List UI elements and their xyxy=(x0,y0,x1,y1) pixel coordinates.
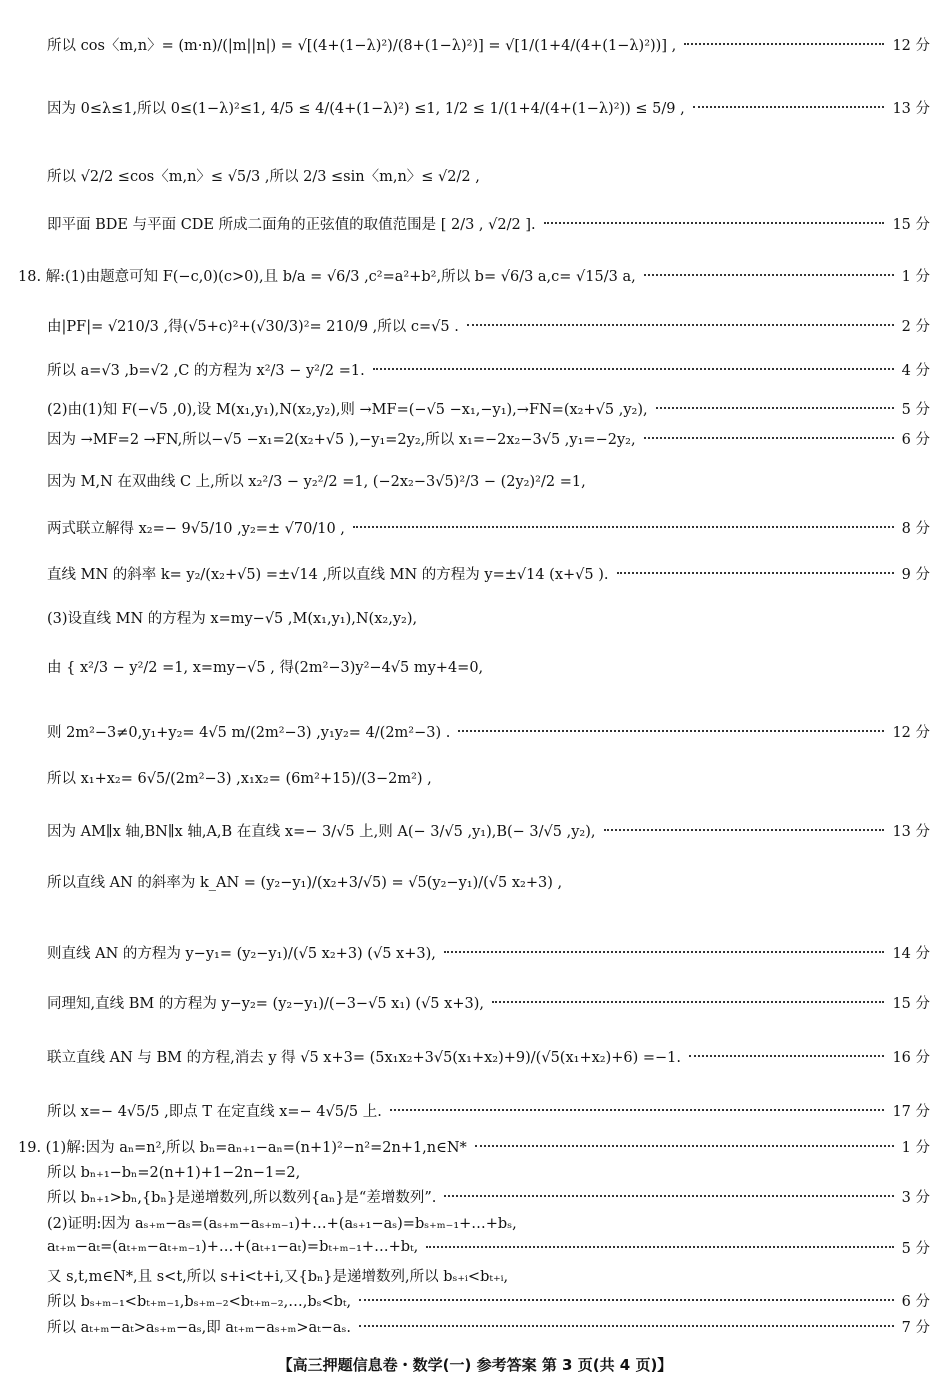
dot-leader xyxy=(390,1109,885,1111)
score-mark: 13 分 xyxy=(892,100,930,117)
solution-line xyxy=(0,1185,950,1207)
solution-line xyxy=(0,1236,950,1258)
score-mark: 6 分 xyxy=(901,431,930,448)
solution-text: (3)设直线 MN 的方程为 x=my−√5 ,M(x₁,y₁),N(x₂,y₂), xyxy=(47,610,418,627)
solution-line xyxy=(0,469,950,491)
solution-line xyxy=(0,1099,950,1121)
solution-line xyxy=(0,655,950,677)
dot-leader xyxy=(444,951,885,953)
solution-text: aₜ₊ₘ−aₜ=(aₜ₊ₘ−aₜ₊ₘ₋₁)+…+(aₜ₊₁−aₜ)=bₜ₊ₘ₋₁+…+bₜ, xyxy=(47,1239,419,1255)
score-mark: 3 分 xyxy=(901,1189,930,1206)
solution-text: 因为 AM∥x 轴,BN∥x 轴,A,B 在直线 x=− 3/√5 上,则 A(− 3/√5 ,y₁),B(− 3/√5 ,y₂), xyxy=(47,823,596,840)
dot-leader xyxy=(644,274,894,276)
solution-text: 由|PF|= √210/3 ,得(√5+c)²+(√30/3)²= 210/9 ,所以 c=√5 . xyxy=(47,318,459,335)
dot-leader xyxy=(426,1246,893,1248)
solution-line xyxy=(0,1160,950,1182)
solution-line xyxy=(0,427,950,449)
score-mark: 5 分 xyxy=(901,401,930,418)
solution-line xyxy=(0,1289,950,1311)
solution-line xyxy=(0,991,950,1013)
dot-leader xyxy=(359,1325,894,1327)
solution-text: 因为 M,N 在双曲线 C 上,所以 x₂²/3 − y₂²/2 =1, (−2x₂−3√5)²/3 − (2y₂)²/2 =1, xyxy=(47,473,586,490)
solution-text: 所以 cos〈m,n〉= (m·n)/(|m||n|) = √[(4+(1−λ)²)/(8+(1−λ)²)] = √[1/(1+4/(4+(1−λ)²))] , xyxy=(47,37,677,54)
solution-text: 则 2m²−3≠0,y₁+y₂= 4√5 m/(2m²−3) ,y₁y₂= 4/(2m²−3) . xyxy=(47,724,451,741)
solution-text: 所以直线 AN 的斜率为 k_AN = (y₂−y₁)/(x₂+3/√5) = √5(y₂−y₁)/(√5 x₂+3) , xyxy=(47,874,563,891)
solution-line xyxy=(0,766,950,788)
solution-line xyxy=(0,516,950,538)
solution-line xyxy=(0,606,950,628)
solution-line xyxy=(0,397,950,419)
score-mark: 5 分 xyxy=(901,1240,930,1257)
solution-text: 所以 bₙ₊₁>bₙ,{bₙ}是递增数列,所以数列{aₙ}是“差增数列”. xyxy=(47,1189,437,1206)
solution-text: 联立直线 AN 与 BM 的方程,消去 y 得 √5 x+3= (5x₁x₂+3√5(x₁+x₂)+9)/(√5(x₁+x₂)+6) =−1. xyxy=(47,1049,682,1066)
solution-text: 所以 a=√3 ,b=√2 ,C 的方程为 x²/3 − y²/2 =1. xyxy=(47,362,365,379)
score-mark: 9 分 xyxy=(901,566,930,583)
score-mark: 2 分 xyxy=(901,318,930,335)
solution-text: 又 s,t,m∈N*,且 s<t,所以 s+i<t+i,又{bₙ}是递增数列,所以 bₛ₊ᵢ<bₜ₊ᵢ, xyxy=(47,1268,509,1285)
score-mark: 1 分 xyxy=(901,1139,930,1156)
dot-leader xyxy=(544,222,885,224)
solution-text: 所以 aₜ₊ₘ−aₜ>aₛ₊ₘ−aₛ,即 aₜ₊ₘ−aₛ₊ₘ>aₜ−aₛ. xyxy=(47,1319,352,1336)
score-mark: 16 分 xyxy=(892,1049,930,1066)
score-mark: 8 分 xyxy=(901,520,930,537)
score-mark: 12 分 xyxy=(892,724,930,741)
solution-line xyxy=(0,870,950,892)
solution-line xyxy=(0,358,950,380)
solution-line xyxy=(0,1264,950,1286)
solution-text: 所以 x₁+x₂= 6√5/(2m²−3) ,x₁x₂= (6m²+15)/(3−2m²) , xyxy=(47,770,432,787)
dot-leader xyxy=(689,1055,884,1057)
solution-text: 由 { x²/3 − y²/2 =1, x=my−√5 , 得(2m²−3)y²−4√5 my+4=0, xyxy=(47,659,484,676)
solution-text: 直线 MN 的斜率 k= y₂/(x₂+√5) =±√14 ,所以直线 MN 的方程为 y=±√14 (x+√5 ). xyxy=(47,566,609,583)
solution-text: 同理知,直线 BM 的方程为 y−y₂= (y₂−y₁)/(−3−√5 x₁) (√5 x+3), xyxy=(47,995,484,1012)
solution-text: (2)由(1)知 F(−√5 ,0),设 M(x₁,y₁),N(x₂,y₂),则 →MF=(−√5 −x₁,−y₁),→FN=(x₂+√5 ,y₂), xyxy=(47,401,648,418)
dot-leader xyxy=(604,829,885,831)
solution-text: 所以 √2/2 ≤cos〈m,n〉≤ √5/3 ,所以 2/3 ≤sin〈m,n〉≤ √2/2 , xyxy=(47,168,480,185)
dot-leader xyxy=(617,572,894,574)
dot-leader xyxy=(684,43,884,45)
score-mark: 12 分 xyxy=(892,37,930,54)
score-mark: 17 分 xyxy=(892,1103,930,1120)
solution-line xyxy=(0,1045,950,1067)
score-mark: 1 分 xyxy=(901,268,930,285)
solution-line xyxy=(0,1135,950,1157)
solution-line xyxy=(0,264,950,286)
score-mark: 15 分 xyxy=(892,995,930,1012)
score-mark: 15 分 xyxy=(892,216,930,233)
score-mark: 13 分 xyxy=(892,823,930,840)
dot-leader xyxy=(458,730,884,732)
score-mark: 14 分 xyxy=(892,945,930,962)
solution-line xyxy=(0,33,950,55)
solution-text: 因为 →MF=2 →FN,所以−√5 −x₁=2(x₂+√5 ),−y₁=2y₂,所以 x₁=−2x₂−3√5 ,y₁=−2y₂, xyxy=(47,431,636,448)
dot-leader xyxy=(353,526,894,528)
page-footer: 【高三押题信息卷・数学(一) 参考答案 第 3 页(共 4 页)】 xyxy=(277,1356,673,1374)
solution-text: 所以 x=− 4√5/5 ,即点 T 在定直线 x=− 4√5/5 上. xyxy=(47,1103,382,1120)
solution-text: (2)证明:因为 aₛ₊ₘ−aₛ=(aₛ₊ₘ−aₛ₊ₘ₋₁)+…+(aₛ₊₁−aₛ)=bₛ₊ₘ₋₁+…+bₛ, xyxy=(47,1215,517,1232)
dot-leader xyxy=(656,407,894,409)
dot-leader xyxy=(492,1001,884,1003)
solution-text: 所以 bₙ₊₁−bₙ=2(n+1)+1−2n−1=2, xyxy=(47,1164,301,1181)
dot-leader xyxy=(444,1195,893,1197)
solution-line xyxy=(0,212,950,234)
solution-line xyxy=(0,1315,950,1337)
solution-text: 所以 bₛ₊ₘ₋₁<bₜ₊ₘ₋₁,bₛ₊ₘ₋₂<bₜ₊ₘ₋₂,…,bₛ<bₜ, xyxy=(47,1293,352,1310)
solution-text: 因为 0≤λ≤1,所以 0≤(1−λ)²≤1, 4/5 ≤ 4/(4+(1−λ)²) ≤1, 1/2 ≤ 1/(1+4/(4+(1−λ)²)) ≤ 5/9 , xyxy=(47,100,685,117)
solution-text: 即平面 BDE 与平面 CDE 所成二面角的正弦值的取值范围是 [ 2/3 , √2/2 ]. xyxy=(47,216,536,233)
score-mark: 6 分 xyxy=(901,1293,930,1310)
solution-text: 则直线 AN 的方程为 y−y₁= (y₂−y₁)/(√5 x₂+3) (√5 x+3), xyxy=(47,945,436,962)
solution-line xyxy=(0,819,950,841)
solution-line xyxy=(0,562,950,584)
solution-text: 19. (1)解:因为 aₙ=n²,所以 bₙ=aₙ₊₁−aₙ=(n+1)²−n²=2n+1,n∈N* xyxy=(18,1139,467,1156)
solution-line xyxy=(0,941,950,963)
dot-leader xyxy=(373,368,894,370)
score-mark: 7 分 xyxy=(901,1319,930,1336)
dot-leader xyxy=(359,1299,894,1301)
solution-text: 两式联立解得 x₂=− 9√5/10 ,y₂=± √70/10 , xyxy=(47,520,345,537)
dot-leader xyxy=(467,324,894,326)
solution-line xyxy=(0,1211,950,1233)
solution-line xyxy=(0,314,950,336)
solution-line xyxy=(0,96,950,118)
solution-line xyxy=(0,164,950,186)
solution-text: 18. 解:(1)由题意可知 F(−c,0)(c>0),且 b/a = √6/3 ,c²=a²+b²,所以 b= √6/3 a,c= √15/3 a, xyxy=(18,268,636,285)
solution-line xyxy=(0,720,950,742)
dot-leader xyxy=(475,1145,894,1147)
dot-leader xyxy=(644,437,894,439)
dot-leader xyxy=(693,106,885,108)
score-mark: 4 分 xyxy=(901,362,930,379)
